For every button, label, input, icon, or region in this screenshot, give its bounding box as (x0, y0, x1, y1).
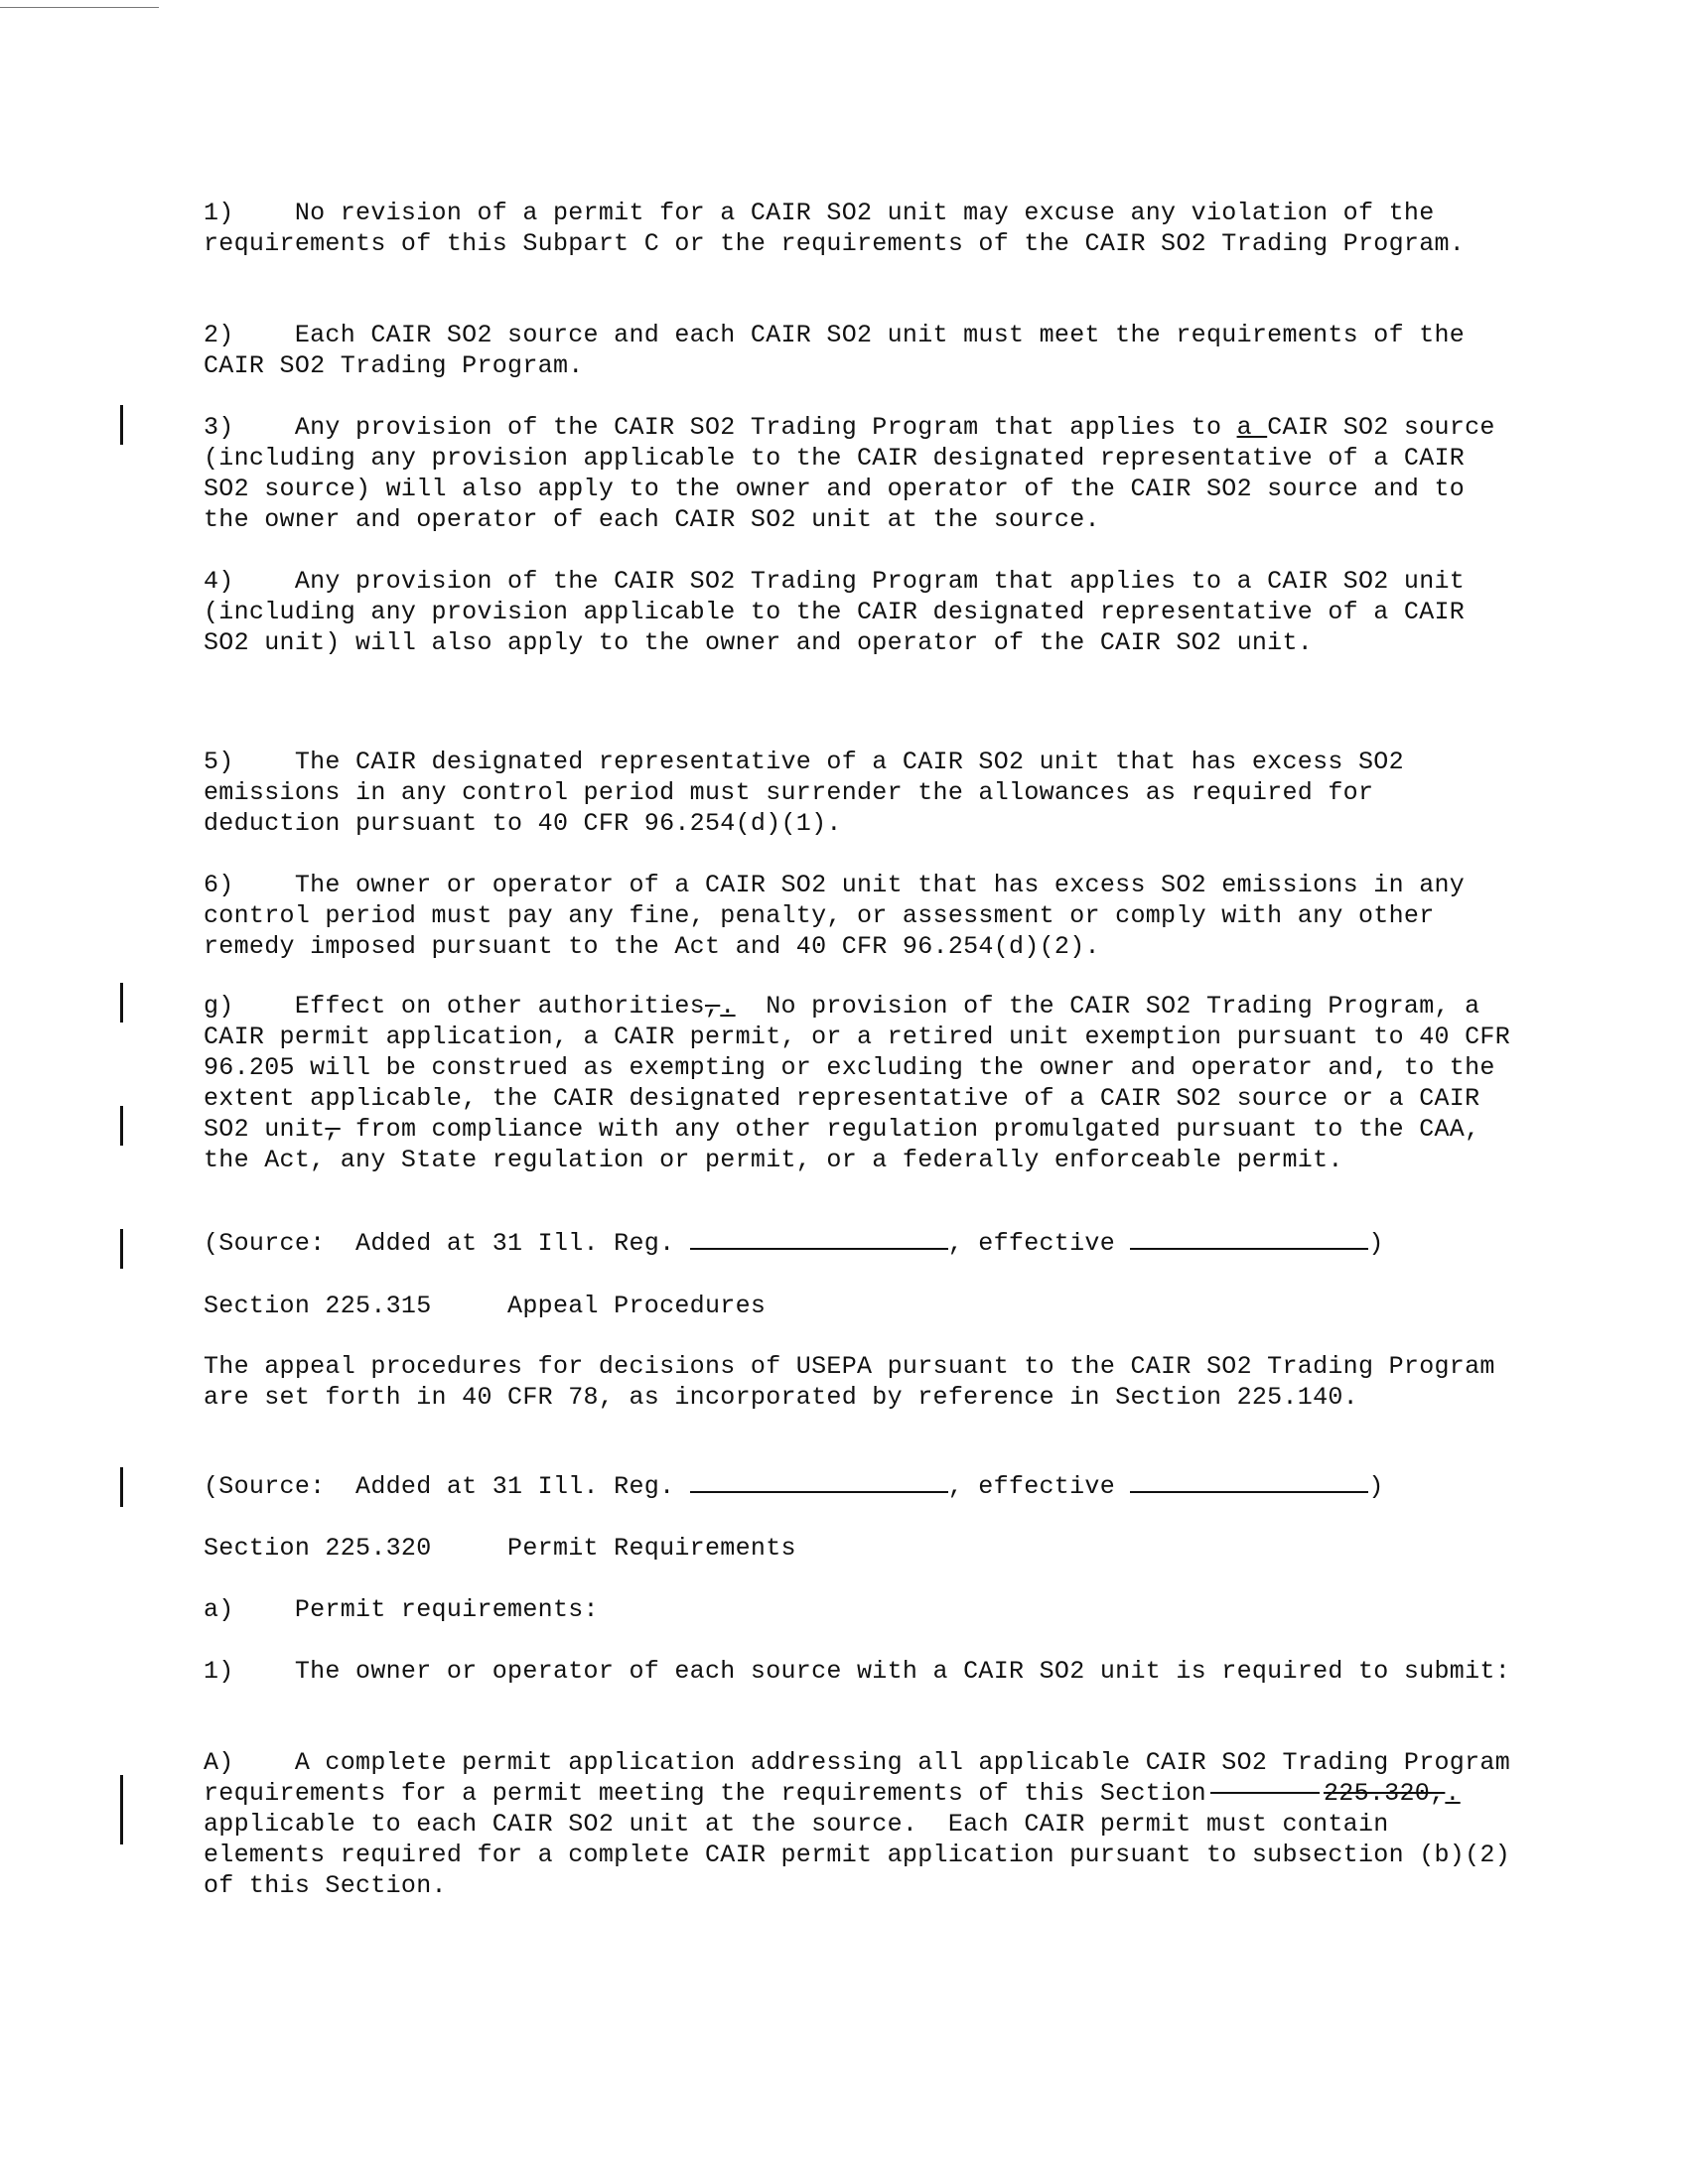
source-note-mid: , effective (947, 1472, 1131, 1501)
inserted-text: . (1445, 1779, 1461, 1808)
header-rule (0, 7, 159, 8)
revision-bar (120, 405, 123, 445)
paragraph-1: 1) No revision of a permit for a CAIR SO2 unit may excuse any violation of the requirements of this Subpart C or the requirements of the CAIR SO2 Trading Program. (204, 199, 1466, 258)
paragraph-3-text: 3) Any provision of the CAIR SO2 Trading Program that applies to (204, 413, 1237, 442)
subsection-a-1: 1) The owner or operator of each source with a CAIR SO2 unit is required to submit: (204, 1657, 1511, 1686)
paragraph-3 (204, 412, 1524, 535)
revision-bar (120, 983, 123, 1023)
deleted-text: , (325, 1115, 341, 1144)
reg-blank (690, 1491, 948, 1493)
source-note-suffix: ) (1368, 1472, 1384, 1501)
paragraph-4: 4) Any provision of the CAIR SO2 Trading Program that applies to a CAIR SO2 unit (including any provision applicable to the CAIR designated representative of a CAIR SO2 unit) will also apply to the owner and operator of the CAIR SO2 unit. (204, 567, 1480, 657)
paragraph-6: 6) The owner or operator of a CAIR SO2 unit that has excess SO2 emissions in any control period must pay any fine, penalty, or assessment or comply with any other remedy imposed pursuant to the Act and 40 CFR 96.254(d)(2). (204, 871, 1480, 961)
inserted-text: . (720, 992, 736, 1021)
revision-bar (120, 1775, 123, 1844)
source-note-prefix: (Source: Added at 31 Ill. Reg. (204, 1472, 690, 1501)
section-225-315-title: Section 225.315 Appeal Procedures (204, 1292, 767, 1320)
section-225-315-body: The appeal procedures for decisions of USEPA pursuant to the CAIR SO2 Trading Program are set forth in 40 CFR 78, as incorporated by reference in Section 225.140. (204, 1352, 1511, 1412)
source-note-1 (204, 1228, 1524, 1259)
revision-bar (120, 1229, 123, 1269)
source-note-2 (204, 1471, 1524, 1502)
paragraph-g-text: No provision of the CAIR SO2 Trading Program, a CAIR permit application, a CAIR permit, or a retired unit exemption pursuant to 40 CFR 96.205 will be construed as exempting or excluding the owner and operator and, to the extent applicable, the CAIR designated representative of a CAIR SO2 source or a CAIR SO2 unit (204, 992, 1526, 1144)
paragraph-2: 2) Each CAIR SO2 source and each CAIR SO2 unit must meet the requirements of the CAIR SO2 Trading Program. (204, 321, 1480, 380)
revision-bar (120, 1106, 123, 1146)
subsection-A-text: A) A complete permit application addressing all applicable CAIR SO2 Trading Program requirements for a permit meeting the requirements of this Section (204, 1748, 1526, 1808)
paragraph-g-heading: g) Effect on other authorities (204, 992, 705, 1021)
reg-blank (690, 1248, 948, 1250)
section-225-320-title: Section 225.320 Permit Requirements (204, 1534, 796, 1563)
deleted-text: 225.320, (1323, 1779, 1446, 1808)
subsection-a-1-A (204, 1747, 1524, 1901)
effective-date-blank (1130, 1248, 1368, 1250)
deleted-text: , (704, 992, 721, 1021)
subsection-a: a) Permit requirements: (204, 1595, 599, 1624)
revision-bar (120, 1467, 123, 1507)
source-note-suffix: ) (1368, 1229, 1384, 1258)
effective-date-blank (1130, 1491, 1368, 1493)
source-note-mid: , effective (947, 1229, 1131, 1258)
subsection-A-text: applicable to each CAIR SO2 unit at the source. Each CAIR permit must contain elements required for a complete CAIR permit application pursuant to subsection (b)(2) of this Section. (204, 1779, 1526, 1900)
paragraph-3-text: CAIR SO2 source (including any provision applicable to the CAIR designated representative of a CAIR SO2 source) will also apply to the owner and operator of the CAIR SO2 source and to the owner and operator of each CAIR SO2 unit at the source. (204, 413, 1511, 534)
paragraph-g (204, 991, 1524, 1175)
source-note-prefix: (Source: Added at 31 Ill. Reg. (204, 1229, 690, 1258)
paragraph-g-text: from compliance with any other regulation promulgated pursuant to the CAA, the Act, any State regulation or permit, or a federally enforceable permit. (204, 1115, 1495, 1174)
inserted-text: a (1236, 413, 1268, 442)
paragraph-5: 5) The CAIR designated representative of a CAIR SO2 unit that has excess SO2 emissions in any control period must surrender the allowances as required for deduction pursuant to 40 CFR 96.254(d)(1). (204, 748, 1420, 838)
dash-rule (1210, 1792, 1320, 1794)
